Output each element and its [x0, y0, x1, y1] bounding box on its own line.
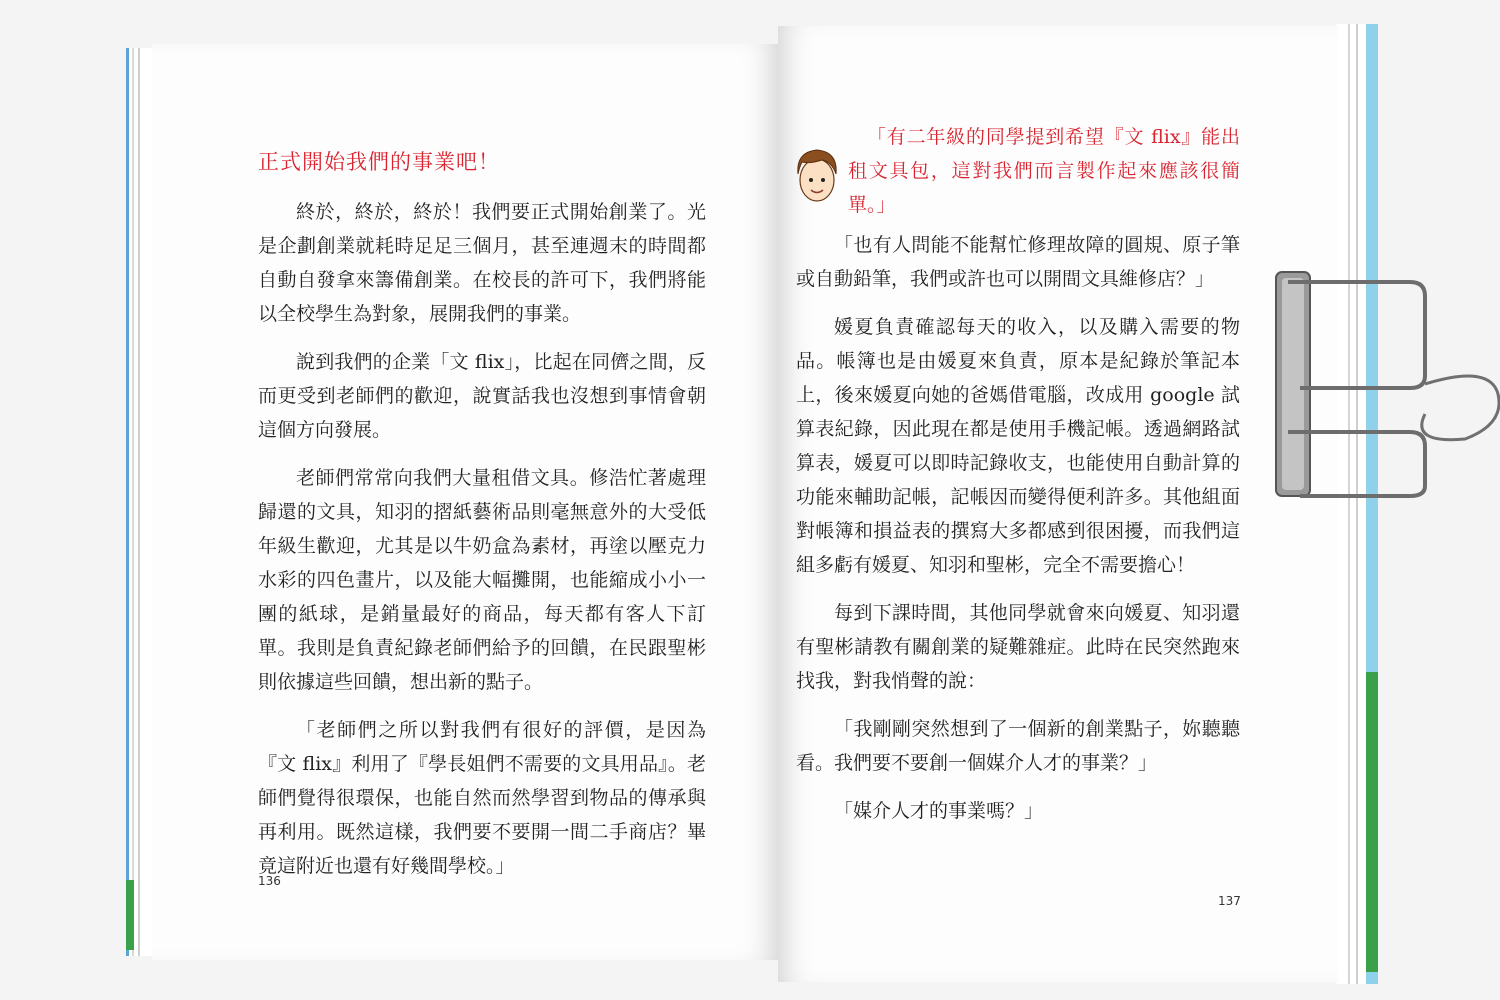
paragraph: 每到下課時間，其他同學就會來向媛夏、知羽還有聖彬請教有關創業的疑難雜症。此時在民突然跑來找我，對我悄聲的說： — [796, 602, 1240, 692]
paragraph: 「我剛剛突然想到了一個新的創業點子，妳聽聽看。我們要不要創一個媒介人才的事業？」 — [796, 718, 1240, 774]
character-avatar-icon — [792, 144, 842, 208]
paragraph: 說到我們的企業「文 flix」，比起在同儕之間，反而更受到老師們的歡迎，說實話我也沒想到事情會朝這個方向發展。 — [258, 351, 706, 441]
left-edge-green-strip — [126, 880, 134, 950]
left-page-body — [258, 195, 706, 897]
paragraph: 老師們常常向我們大量租借文具。修浩忙著處理歸還的文具，知羽的摺紙藝術品則毫無意外的大受低年級生歡迎，尤其是以牛奶盒為素材，再塗以壓克力水彩的四色畫片，以及能大幅攤開，也能縮成小小一團的紙球，是銷量最好的商品，每天都有客人下訂單。我則是負責紀錄老師們給予的回饋，在民跟聖彬則依據這些回饋，想出新的點子。 — [258, 467, 706, 693]
right-edge-green-strip — [1366, 672, 1378, 972]
paragraph: 媛夏負責確認每天的收入，以及購入需要的物品。帳簿也是由媛夏來負責，原本是紀錄於筆記本上，後來媛夏向她的爸媽借電腦，改成用 google 試算表紀錄，因此現在都是使用手機記帳。透過網路試算表，媛夏可以即時記錄收支，也能使用自動計算的功能來輔助記帳，記帳因而變得便利許多。其他組面對帳簿和損益表的撰寫大多都感到很困擾，而我們這組多虧有媛夏、知羽和聖彬，完全不需要擔心！ — [796, 316, 1240, 576]
page-number-right: 137 — [1218, 894, 1241, 908]
paragraph: 終於，終於，終於！我們要正式開始創業了。光是企劃創業就耗時足足三個月，甚至連週末的時間都自動自發拿來籌備創業。在校長的許可下，我們將能以全校學生為對象，展開我們的事業。 — [258, 201, 706, 325]
page-number-left: 136 — [258, 874, 281, 888]
paragraph: 「也有人問能不能幫忙修理故障的圓規、原子筆或自動鉛筆，我們或許也可以開間文具維修店？」 — [796, 234, 1240, 290]
paragraph: 「老師們之所以對我們有很好的評價，是因為『文 flix』利用了『學長姐們不需要的文具用品』。老師們覺得很環保，也能自然而然學習到物品的傳承與再利用。既然這樣，我們要不要開一間二手商店？畢竟這附近也還有好幾間學校。」 — [258, 719, 706, 877]
right-page-body — [796, 228, 1240, 842]
binder-clip-icon — [1260, 264, 1500, 504]
chapter-title: 正式開始我們的事業吧！ — [258, 150, 500, 174]
paragraph: 「媒介人才的事業嗎？」 — [834, 800, 1044, 822]
speech-dialog: 「有二年級的同學提到希望『文 flix』能出租文具包，這對我們而言製作起來應該很簡單。」 — [848, 126, 1240, 216]
